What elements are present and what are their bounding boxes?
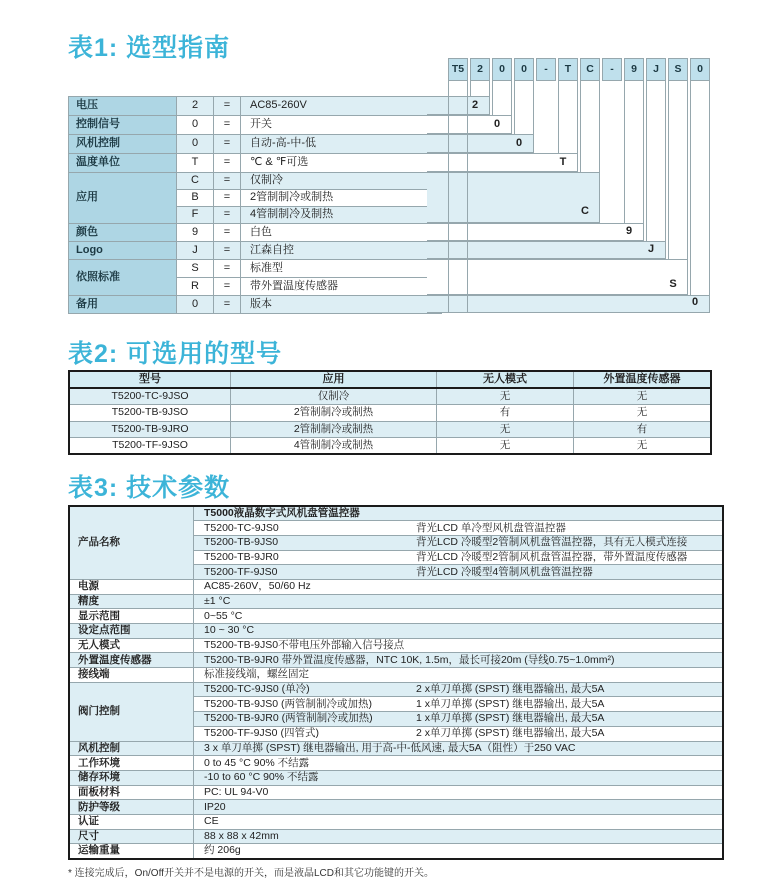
- table-row: [69, 421, 711, 438]
- spec-value-cell: AC85-260V，50/60 Hz: [194, 579, 724, 594]
- spec-value-cell: 0~55 °C: [194, 609, 724, 624]
- equals-cell: =: [214, 190, 241, 207]
- model-desc: 背光LCD 冷暖型2管制风机盘管温控器，带外置温度传感器: [416, 550, 688, 563]
- spec-value-cell: IP20: [194, 800, 724, 815]
- table2-title: 表2: 可选用的型号: [68, 340, 283, 368]
- spec-value-cell: 88 x 88 x 42mm: [194, 829, 724, 844]
- table-row: [69, 506, 723, 521]
- model-code: T5200-TF-9JS0 (四管式): [204, 727, 319, 740]
- application-cell: 2管制制冷或制热: [231, 421, 437, 438]
- model-code: T5200-TC-9JS0 (单冷): [204, 683, 310, 696]
- spec-value-cell: T5200-TB-9JS0不带电压外部输入信号接点: [194, 638, 724, 653]
- table-row: [69, 785, 723, 800]
- stair-connector: [470, 81, 490, 96]
- stair-char: 2: [471, 99, 479, 111]
- equals-cell: =: [214, 97, 241, 116]
- column-header: 应用: [231, 371, 437, 388]
- row-label: 电压: [69, 97, 177, 116]
- code-cell: F: [177, 207, 214, 224]
- equals-cell: =: [214, 260, 241, 278]
- row-label: 温度单位: [69, 154, 177, 173]
- remote-sensor-cell: 无: [574, 438, 712, 455]
- unoccupied-mode-cell: 无: [437, 438, 574, 455]
- stair-char: T: [559, 156, 567, 168]
- table-row: [69, 638, 723, 653]
- spec-label-cell: 认证: [69, 814, 194, 829]
- table-row: [69, 154, 442, 173]
- model-desc: 背光LCD 冷暖型2管制风机盘管温控器，具有无人模式连接: [416, 536, 688, 549]
- table-row: [69, 594, 723, 609]
- table1-title: 表1: 选型指南: [68, 34, 231, 62]
- spec-label-cell: 阀门控制: [69, 682, 194, 741]
- model-code: T5200-TB-9JS0 (两管制制冷或加热): [204, 697, 373, 710]
- model-code: T5200-TB-9JR0: [204, 550, 279, 563]
- model-digit-box: 0: [514, 58, 534, 81]
- footnote: * 连接完成后，On/Off开关并不是电源的开关，而是液晶LCD和其它功能键的开关。: [68, 868, 434, 879]
- table-row: [69, 741, 723, 756]
- model-code: T5200-TB-9JR0 (两管制制冷或加热): [204, 712, 373, 725]
- model-digit-box: 0: [690, 58, 710, 81]
- remote-sensor-cell: 有: [574, 421, 712, 438]
- unoccupied-mode-cell: 无: [437, 388, 574, 405]
- model-digit-box: -: [602, 58, 622, 81]
- model-code: T5200-TC-9JS0: [204, 521, 279, 534]
- spec-label-cell: 外置温度传感器: [69, 653, 194, 668]
- selection-guide-table: [68, 96, 442, 314]
- stair-char: 0: [493, 118, 501, 130]
- table-row: [69, 756, 723, 771]
- spec-value-cell: [194, 521, 724, 536]
- stair-connector: [558, 81, 578, 153]
- desc-cell: 白色: [241, 224, 442, 242]
- table-row: [69, 682, 723, 697]
- stair-char: 9: [625, 225, 633, 237]
- spec-label-cell: 面板材料: [69, 785, 194, 800]
- spec-value-cell: [194, 726, 724, 741]
- spec-label-cell: 风机控制: [69, 741, 194, 756]
- model-cell: T5200-TF-9JSO: [69, 438, 231, 455]
- table-row: [69, 224, 442, 242]
- equals-cell: =: [214, 296, 241, 314]
- row-label: 备用: [69, 296, 177, 314]
- code-cell: 0: [177, 135, 214, 154]
- table-row: [69, 579, 723, 594]
- table-row: [69, 438, 711, 455]
- stair-char: S: [669, 278, 677, 290]
- code-cell: B: [177, 190, 214, 207]
- desc-cell: ℃ & ℉可选: [241, 154, 442, 173]
- model-desc: 1 x单刀单掷 (SPST) 继电器输出, 最大5A: [416, 712, 605, 725]
- stair-guide-column: [448, 81, 468, 313]
- model-desc: 背光LCD 冷暖型4管制风机盘管温控器: [416, 565, 593, 578]
- code-cell: C: [177, 173, 214, 190]
- spec-label-cell: 设定点范围: [69, 624, 194, 639]
- stair-connector: [492, 81, 512, 115]
- spec-value-cell: [194, 535, 724, 550]
- code-cell: R: [177, 278, 214, 296]
- remote-sensor-cell: 无: [574, 388, 712, 405]
- unoccupied-mode-cell: 无: [437, 421, 574, 438]
- model-cell: T5200-TB-9JRO: [69, 421, 231, 438]
- equals-cell: =: [214, 224, 241, 242]
- column-header: 型号: [69, 371, 231, 388]
- row-label: 依照标准: [69, 260, 177, 296]
- table-row: [69, 116, 442, 135]
- spec-value-cell: T5000液晶数字式风机盘管温控器: [194, 506, 724, 521]
- table-row: [69, 242, 442, 260]
- stair-connector: [668, 81, 688, 259]
- row-label: 风机控制: [69, 135, 177, 154]
- table3-title: 表3: 技术参数: [68, 474, 231, 502]
- row-label: Logo: [69, 242, 177, 260]
- model-digit-box: 2: [470, 58, 490, 81]
- desc-cell: 开关: [241, 116, 442, 135]
- spec-value-cell: 10 ~ 30 °C: [194, 624, 724, 639]
- spec-value-cell: [194, 697, 724, 712]
- desc-cell: 标准型: [241, 260, 442, 278]
- row-label: 控制信号: [69, 116, 177, 135]
- equals-cell: =: [214, 173, 241, 190]
- table-row: [69, 609, 723, 624]
- model-digit-box: 9: [624, 58, 644, 81]
- stair-char: J: [647, 243, 655, 255]
- code-cell: J: [177, 242, 214, 260]
- stair-band: [427, 295, 710, 313]
- desc-cell: 2管制制冷或制热: [241, 190, 442, 207]
- application-cell: 仅制冷: [231, 388, 437, 405]
- desc-cell: 自动-高-中-低: [241, 135, 442, 154]
- model-digit-box: C: [580, 58, 600, 81]
- spec-label-cell: 防护等级: [69, 800, 194, 815]
- desc-cell: AC85-260V: [241, 97, 442, 116]
- equals-cell: =: [214, 135, 241, 154]
- desc-cell: 江森自控: [241, 242, 442, 260]
- table-row: [69, 668, 723, 683]
- stair-char: 0: [691, 296, 699, 308]
- table-row: [69, 260, 442, 278]
- remote-sensor-cell: 无: [574, 405, 712, 422]
- model-digit-box: T: [558, 58, 578, 81]
- unoccupied-mode-cell: 有: [437, 405, 574, 422]
- code-cell: 9: [177, 224, 214, 242]
- equals-cell: =: [214, 278, 241, 296]
- equals-cell: =: [214, 154, 241, 173]
- stair-char: C: [581, 205, 589, 217]
- table-row: [69, 135, 442, 154]
- spec-label-cell: 储存环境: [69, 770, 194, 785]
- desc-cell: 版本: [241, 296, 442, 314]
- table-row: [69, 770, 723, 785]
- stair-connector: [690, 81, 710, 295]
- spec-value-cell: CE: [194, 814, 724, 829]
- stair-connector: [646, 81, 666, 241]
- model-digit-box: 0: [492, 58, 512, 81]
- model-desc: 1 x单刀单掷 (SPST) 继电器输出, 最大5A: [416, 697, 605, 710]
- technical-parameters-table: [68, 505, 724, 860]
- spec-label-cell: 产品名称: [69, 506, 194, 579]
- model-digit-box: T5: [448, 58, 468, 81]
- model-code: T5200-TF-9JS0: [204, 565, 278, 578]
- table-row: [69, 405, 711, 422]
- code-cell: 2: [177, 97, 214, 116]
- code-cell: T: [177, 154, 214, 173]
- table-row: [69, 296, 442, 314]
- desc-cell: 带外置温度传感器: [241, 278, 442, 296]
- model-digit-box: -: [536, 58, 556, 81]
- code-cell: S: [177, 260, 214, 278]
- table-row: [69, 624, 723, 639]
- table-row: [69, 97, 442, 116]
- spec-value-cell: 约 206g: [194, 844, 724, 859]
- desc-cell: 4管制制冷及制热: [241, 207, 442, 224]
- spec-value-cell: 标准接线端，螺丝固定: [194, 668, 724, 683]
- model-desc: 背光LCD 单冷型风机盘管温控器: [416, 521, 566, 534]
- row-label: 颜色: [69, 224, 177, 242]
- spec-label-cell: 接线端: [69, 668, 194, 683]
- spec-label-cell: 无人模式: [69, 638, 194, 653]
- table-header-row: [69, 371, 711, 388]
- spec-value-cell: -10 to 60 °C 90% 不结露: [194, 770, 724, 785]
- stair-char: 0: [515, 137, 523, 149]
- model-code: T5200-TB-9JS0: [204, 536, 279, 549]
- equals-cell: =: [214, 242, 241, 260]
- table-row: [69, 800, 723, 815]
- spec-label-cell: 精度: [69, 594, 194, 609]
- spec-value-cell: T5200-TB-9JR0 带外置温度传感器，NTC 10K, 1.5m，最长可接20m (导线0.75~1.0mm²): [194, 653, 724, 668]
- spec-value-cell: [194, 550, 724, 565]
- application-cell: 2管制制冷或制热: [231, 405, 437, 422]
- spec-label-cell: 工作环境: [69, 756, 194, 771]
- desc-cell: 仅制冷: [241, 173, 442, 190]
- model-digit-box: J: [646, 58, 666, 81]
- model-desc: 2 x单刀单掷 (SPST) 继电器输出, 最大5A: [416, 727, 605, 740]
- code-cell: 0: [177, 296, 214, 314]
- spec-value-cell: ±1 °C: [194, 594, 724, 609]
- spec-value-cell: [194, 565, 724, 580]
- equals-cell: =: [214, 207, 241, 224]
- equals-cell: =: [214, 116, 241, 135]
- stair-connector: [624, 81, 644, 223]
- column-header: 无人模式: [437, 371, 574, 388]
- spec-value-cell: [194, 682, 724, 697]
- spec-value-cell: [194, 712, 724, 727]
- table-row: [69, 388, 711, 405]
- table-row: [69, 829, 723, 844]
- model-digit-box: S: [668, 58, 688, 81]
- spec-label-cell: 尺寸: [69, 829, 194, 844]
- table-row: [69, 173, 442, 190]
- model-desc: 2 x单刀单掷 (SPST) 继电器输出, 最大5A: [416, 683, 605, 696]
- table-row: [69, 844, 723, 859]
- stair-connector: [514, 81, 534, 134]
- column-header: 外置温度传感器: [574, 371, 712, 388]
- stair-connector: [580, 81, 600, 172]
- available-models-table: [68, 370, 712, 455]
- spec-label-cell: 运输重量: [69, 844, 194, 859]
- spec-label-cell: 电源: [69, 579, 194, 594]
- model-cell: T5200-TC-9JSO: [69, 388, 231, 405]
- model-cell: T5200-TB-9JSO: [69, 405, 231, 422]
- table-row: [69, 653, 723, 668]
- application-cell: 4管制制冷或制热: [231, 438, 437, 455]
- row-label: 应用: [69, 173, 177, 224]
- spec-value-cell: 0 to 45 °C 90% 不结露: [194, 756, 724, 771]
- spec-label-cell: 显示范围: [69, 609, 194, 624]
- spec-value-cell: 3 x 单刀单掷 (SPST) 继电器输出, 用于高-中-低风速, 最大5A（阻性）于250 VAC: [194, 741, 724, 756]
- table-row: [69, 814, 723, 829]
- spec-value-cell: PC: UL 94-V0: [194, 785, 724, 800]
- code-cell: 0: [177, 116, 214, 135]
